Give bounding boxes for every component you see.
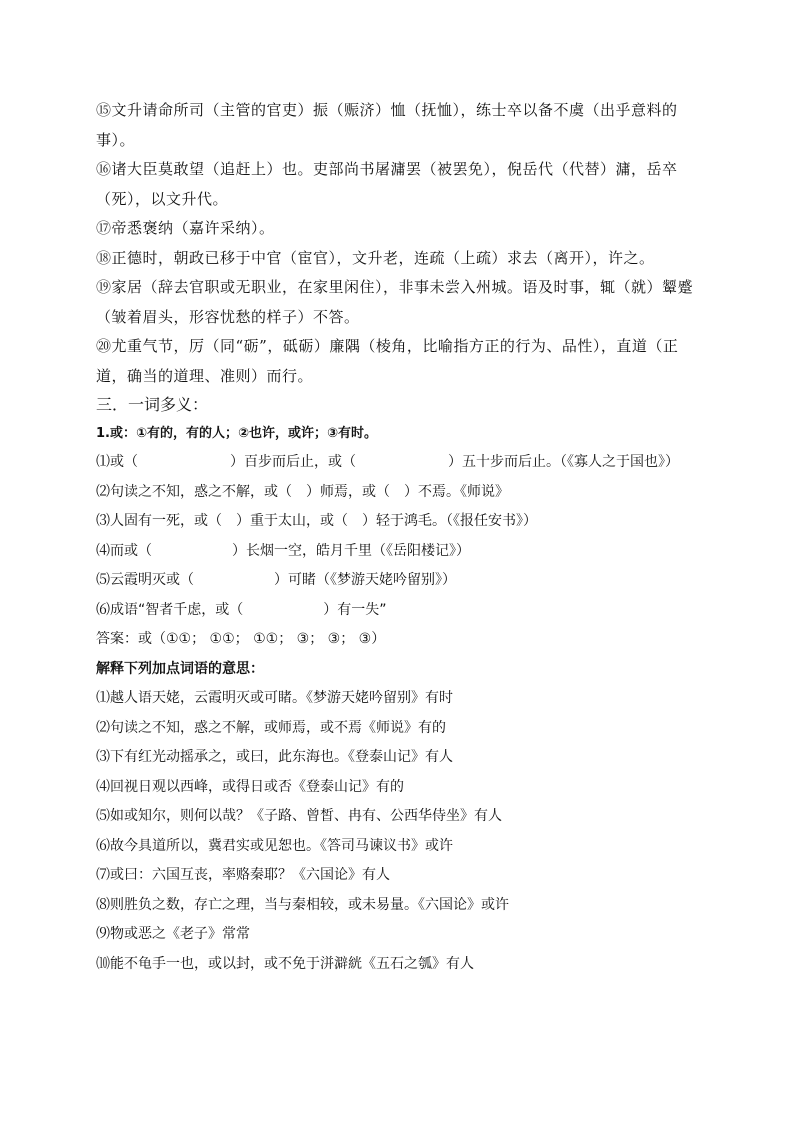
paragraph-20: ⑳尤重气节，厉（同“砺”，砥砺）廉隅（棱角，比喻指方正的行为、品性），直道（正道，确当的道理、准则）而行。 [96, 337, 679, 385]
exercise-1: ⑴或（ ）百步而后止，或（ ）五十步而后止。（《寡人之于国也》） [96, 454, 679, 470]
exercise-3: ⑶人固有一死，或（ ）重于太山，或（ ）轻于鸿毛。（《报任安书》） [96, 513, 537, 529]
paragraph-16: ⑯诸大臣莫敢望（追赶上）也。吏部尚书屠滽罢（被罢免），倪岳代（代替）滽，岳卒（死），以文升代。 [96, 160, 678, 208]
document-page [96, 96, 702, 979]
section-title: 三．一词多义： [96, 395, 209, 414]
paragraph-18: ⑱正德时，朝政已移于中官（宦官），文升老，连疏（上疏）求去（离开），许之。 [96, 248, 655, 267]
explanation-item: ⑻则胜负之数，存亡之理，当与秦相较，或未易量。《六国论》或许 [96, 896, 509, 913]
exercise-4: ⑷而或（ ）长烟一空，皓月千里（《岳阳楼记》） [96, 542, 470, 559]
paragraph-15: ⑮文升请命所司（主管的官吏）振（赈济）恤（抚恤），练士卒以备不虞（出乎意料的事）。 [96, 101, 678, 149]
explanation-item: ⑶下有红光动摇承之，或曰，此东海也。《登泰山记》有人 [96, 749, 453, 765]
explanation-item: ⑼物或恶之《老子》常常 [96, 926, 250, 942]
subheading: 解释下列加点词语的意思： [96, 660, 264, 677]
explanation-item: ⑹故今具道所以，冀君实或见恕也。《答司马谏议书》或许 [96, 837, 453, 854]
exercise-5: ⑸云霞明灭或（ ）可睹（《梦游天姥吟留别》） [96, 572, 456, 588]
explanation-item: ⑸如或知尔，则何以哉？《子路、曾皙、冉有、公西华侍坐》有人 [96, 808, 502, 824]
answer-line: 答案：或（①①； ①①； ①①； ③； ③； ③） [96, 631, 386, 647]
explanation-item: ⑷回视日观以西峰，或得日或否《登泰山记》有的 [96, 778, 404, 795]
explanation-item: ⑴越人语天姥，云霞明灭或可睹。《梦游天姥吟留别》有时 [96, 690, 453, 706]
exercise-2: ⑵句读之不知，惑之不解，或（ ）师焉，或（ ）不焉。《师说》 [96, 483, 509, 500]
definition-huo: 1.或：①有的，有的人；②也许，或许；③有时。 [96, 426, 378, 441]
exercise-6: ⑹成语“智者千虑，或（ ）有一失” [96, 601, 387, 618]
explanation-item: ⑵句读之不知，惑之不解，或师焉，或不焉《师说》有的 [96, 719, 446, 736]
paragraph-19: ⑲家居（辞去官职或无职业，在家里闲住），非事未尝入州城。语及时事，辄（就）颦蹙（皱着眉头，形容忧愁的样子）不答。 [96, 278, 694, 326]
explanation-item: ⑺或曰：六国互丧，率赂秦耶？《六国论》有人 [96, 867, 390, 883]
paragraph-17: ⑰帝悉褒纳（嘉许采纳）。 [96, 219, 275, 237]
explanation-item: ⑽能不龟手一也，或以封，或不免于洴澼絖《五石之瓠》有人 [96, 955, 474, 972]
